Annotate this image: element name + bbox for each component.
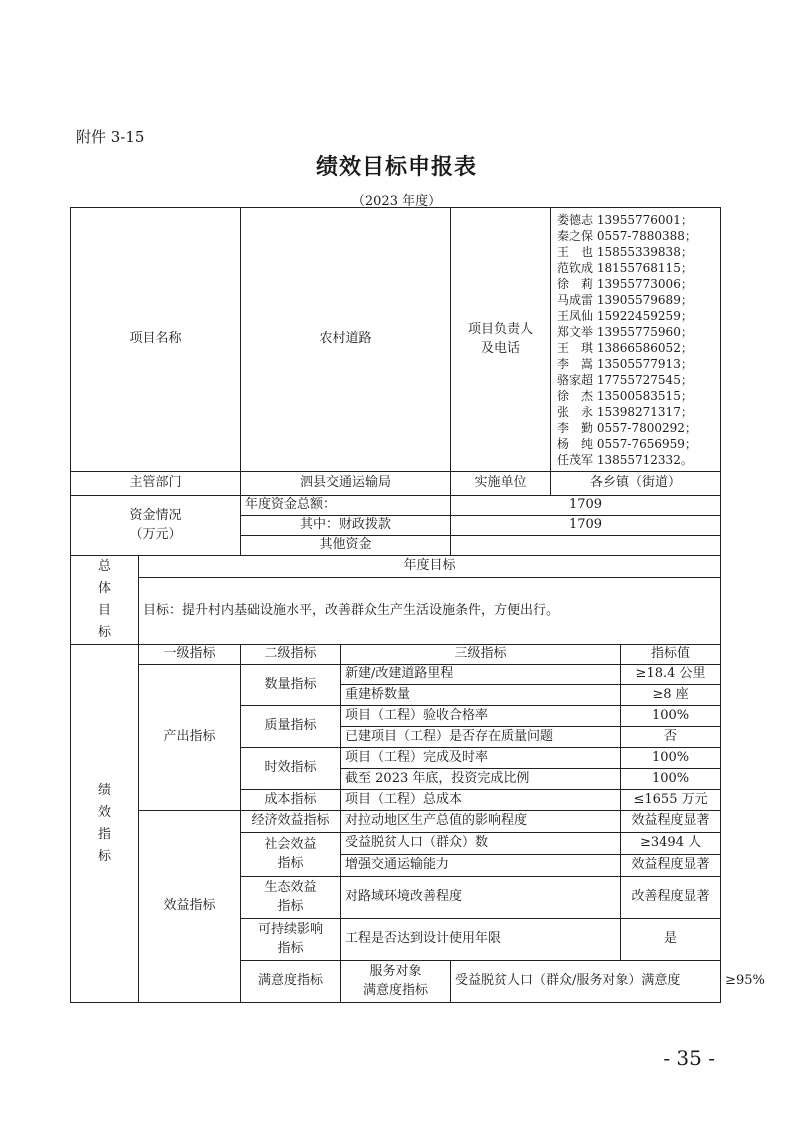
funds-fiscal-value: 1709 — [451, 516, 721, 536]
satisfaction-l2-line1: 服务对象 — [369, 964, 422, 980]
funds-other-value — [451, 536, 721, 556]
leader-label — [451, 208, 551, 472]
contact-item: 任茂军 13855712332。 — [557, 452, 693, 467]
indicator-value: ≥3494 人 — [621, 833, 721, 855]
dept-label: 主管部门 — [71, 472, 241, 496]
sustainable-indicator-label — [241, 919, 341, 961]
overall-header-row — [71, 556, 721, 578]
time-indicator-label: 时效指标 — [241, 748, 341, 790]
funds-total-value: 1709 — [451, 496, 721, 516]
perf-char: 指 — [97, 826, 111, 842]
indicator-value: 是 — [621, 919, 721, 961]
perf-char: 绩 — [97, 782, 111, 798]
contact-item: 娄德志 13955776001； — [557, 212, 693, 227]
funds-other-label: 其他资金 — [241, 536, 451, 556]
page-title: 绩效目标申报表 — [315, 154, 477, 180]
overall-goal-row — [71, 577, 721, 644]
funds-total-label: 年度资金总额： — [241, 496, 451, 516]
attachment-label: 附件 3-15 — [76, 128, 145, 146]
contact-item: 徐 莉 13955773006； — [557, 276, 693, 291]
output-indicator-label: 产出指标 — [139, 665, 241, 811]
funds-total-row — [71, 496, 721, 516]
overall-char: 总 — [97, 559, 111, 574]
year-subtitle: （2023 年度） — [351, 194, 442, 209]
contact-item: 杨 纯 0557-7656959； — [557, 436, 697, 451]
indicator-value: 100% — [621, 769, 721, 790]
department-row — [71, 472, 721, 496]
overall-target-label — [71, 556, 139, 645]
project-name-value: 农村道路 — [241, 208, 451, 472]
annual-goal-text: 目标：提升村内基础设施水平，改善群众生产生活设施条件，方便出行。 — [139, 577, 721, 644]
indicator-value: 否 — [621, 727, 721, 748]
impl-value: 各乡镇（街道） — [551, 472, 721, 496]
annual-target-label: 年度目标 — [139, 556, 721, 578]
contact-item: 王凤仙 15922459259； — [557, 308, 693, 323]
header-l1: 一级指标 — [139, 645, 241, 665]
indicator-name: 截至 2023 年底，投资完成比例 — [341, 769, 621, 790]
header-value: 指标值 — [621, 645, 721, 665]
contact-item: 李 嵩 13505577913； — [557, 356, 693, 371]
social-label-line2: 指标 — [277, 855, 304, 871]
contact-item: 王 琪 13866586052； — [557, 340, 693, 355]
social-label-line1: 社会效益 — [264, 837, 317, 853]
indicator-value: ≤1655 万元 — [621, 790, 721, 811]
contact-item: 李 勤 0557-7800292； — [557, 420, 697, 435]
quality-indicator-label: 质量指标 — [241, 706, 341, 748]
indicator-value: 改善程度显著 — [621, 877, 721, 919]
indicator-name: 新建/改建道路里程 — [341, 665, 621, 685]
benefit-indicator-label: 效益指标 — [139, 811, 241, 1003]
indicator-name: 项目（工程）验收合格率 — [341, 706, 621, 727]
table-row — [71, 811, 721, 833]
impl-label: 实施单位 — [451, 472, 551, 496]
satisfaction-l2-label — [341, 961, 451, 1003]
overall-char: 体 — [97, 581, 111, 596]
leader-label-line2: 及电话 — [481, 340, 521, 356]
funds-fiscal-label: 其中：财政拨款 — [241, 516, 451, 536]
overall-char: 标 — [97, 625, 111, 640]
indicator-name: 对拉动地区生产总值的影响程度 — [341, 811, 621, 833]
social-indicator-label — [241, 833, 341, 877]
indicator-name: 受益脱贫人口（群众）数 — [341, 833, 621, 855]
cost-indicator-label: 成本指标 — [241, 790, 341, 811]
table-row: 满意度指标 服务对象 满意度指标 受益脱贫人口（群众/服务对象）满意度 ≥95% — [71, 961, 721, 1003]
leader-label-line1: 项目负责人 — [468, 322, 534, 338]
indicator-name: 增强交通运输能力 — [341, 855, 621, 877]
indicator-name: 工程是否达到设计使用年限 — [341, 919, 621, 961]
funds-label-line2: （万元） — [129, 526, 182, 542]
perf-indicator-label — [71, 645, 139, 1003]
project-name-label: 项目名称 — [71, 208, 241, 472]
indicator-name: 重建桥数量 — [341, 685, 621, 706]
dept-value: 泗县交通运输局 — [241, 472, 451, 496]
contact-item: 王 也 15855339838； — [557, 244, 693, 259]
eco-indicator-label — [241, 877, 341, 919]
perf-header-row — [71, 645, 721, 665]
econ-indicator-label: 经济效益指标 — [241, 811, 341, 833]
funds-label-line1: 资金情况 — [129, 508, 182, 524]
perf-char: 效 — [97, 804, 111, 820]
quantity-indicator-label: 数量指标 — [241, 665, 341, 706]
contact-list — [551, 208, 721, 472]
indicator-name: 项目（工程）总成本 — [341, 790, 621, 811]
contact-item: 徐 杰 13500583515； — [557, 388, 693, 403]
table-row — [71, 665, 721, 685]
contact-item: 秦之保 0557-7880388； — [557, 228, 697, 243]
indicator-name: 项目（工程）完成及时率 — [341, 748, 621, 769]
indicator-name: 已建项目（工程）是否存在质量问题 — [341, 727, 621, 748]
contact-item: 张 永 15398271317； — [557, 404, 693, 419]
indicator-value: 100% — [621, 706, 721, 727]
eco-label-line1: 生态效益 — [264, 880, 317, 896]
contact-item: 马成雷 13905579689； — [557, 292, 693, 307]
overall-char: 目 — [97, 603, 111, 618]
satisfaction-indicator-label: 满意度指标 — [241, 961, 341, 1003]
header-l2: 二级指标 — [241, 645, 341, 665]
indicator-value: 效益程度显著 — [621, 855, 721, 877]
indicator-name: 对路域环境改善程度 — [341, 877, 621, 919]
eco-label-line2: 指标 — [277, 898, 304, 914]
performance-target-table — [70, 207, 765, 1003]
indicator-value: ≥18.4 公里 — [621, 665, 721, 685]
page-number: - 35 - — [663, 1046, 715, 1070]
contact-item: 郑文举 13955775960； — [557, 324, 693, 339]
sustainable-label-line2: 指标 — [277, 940, 304, 956]
contact-item: 范钦成 18155768115； — [557, 260, 693, 275]
indicator-value: 效益程度显著 — [621, 811, 721, 833]
funds-label — [71, 496, 241, 556]
header-l3: 三级指标 — [341, 645, 621, 665]
indicator-name: 受益脱贫人口（群众/服务对象）满意度 — [451, 961, 721, 1003]
indicator-value: ≥8 座 — [621, 685, 721, 706]
perf-char: 标 — [97, 848, 111, 864]
contact-item: 骆家超 17755727545； — [557, 372, 693, 387]
sustainable-label-line1: 可持续影响 — [258, 922, 324, 938]
satisfaction-l2-line2: 满意度指标 — [363, 982, 429, 998]
indicator-value: 100% — [621, 748, 721, 769]
project-row — [71, 208, 721, 472]
